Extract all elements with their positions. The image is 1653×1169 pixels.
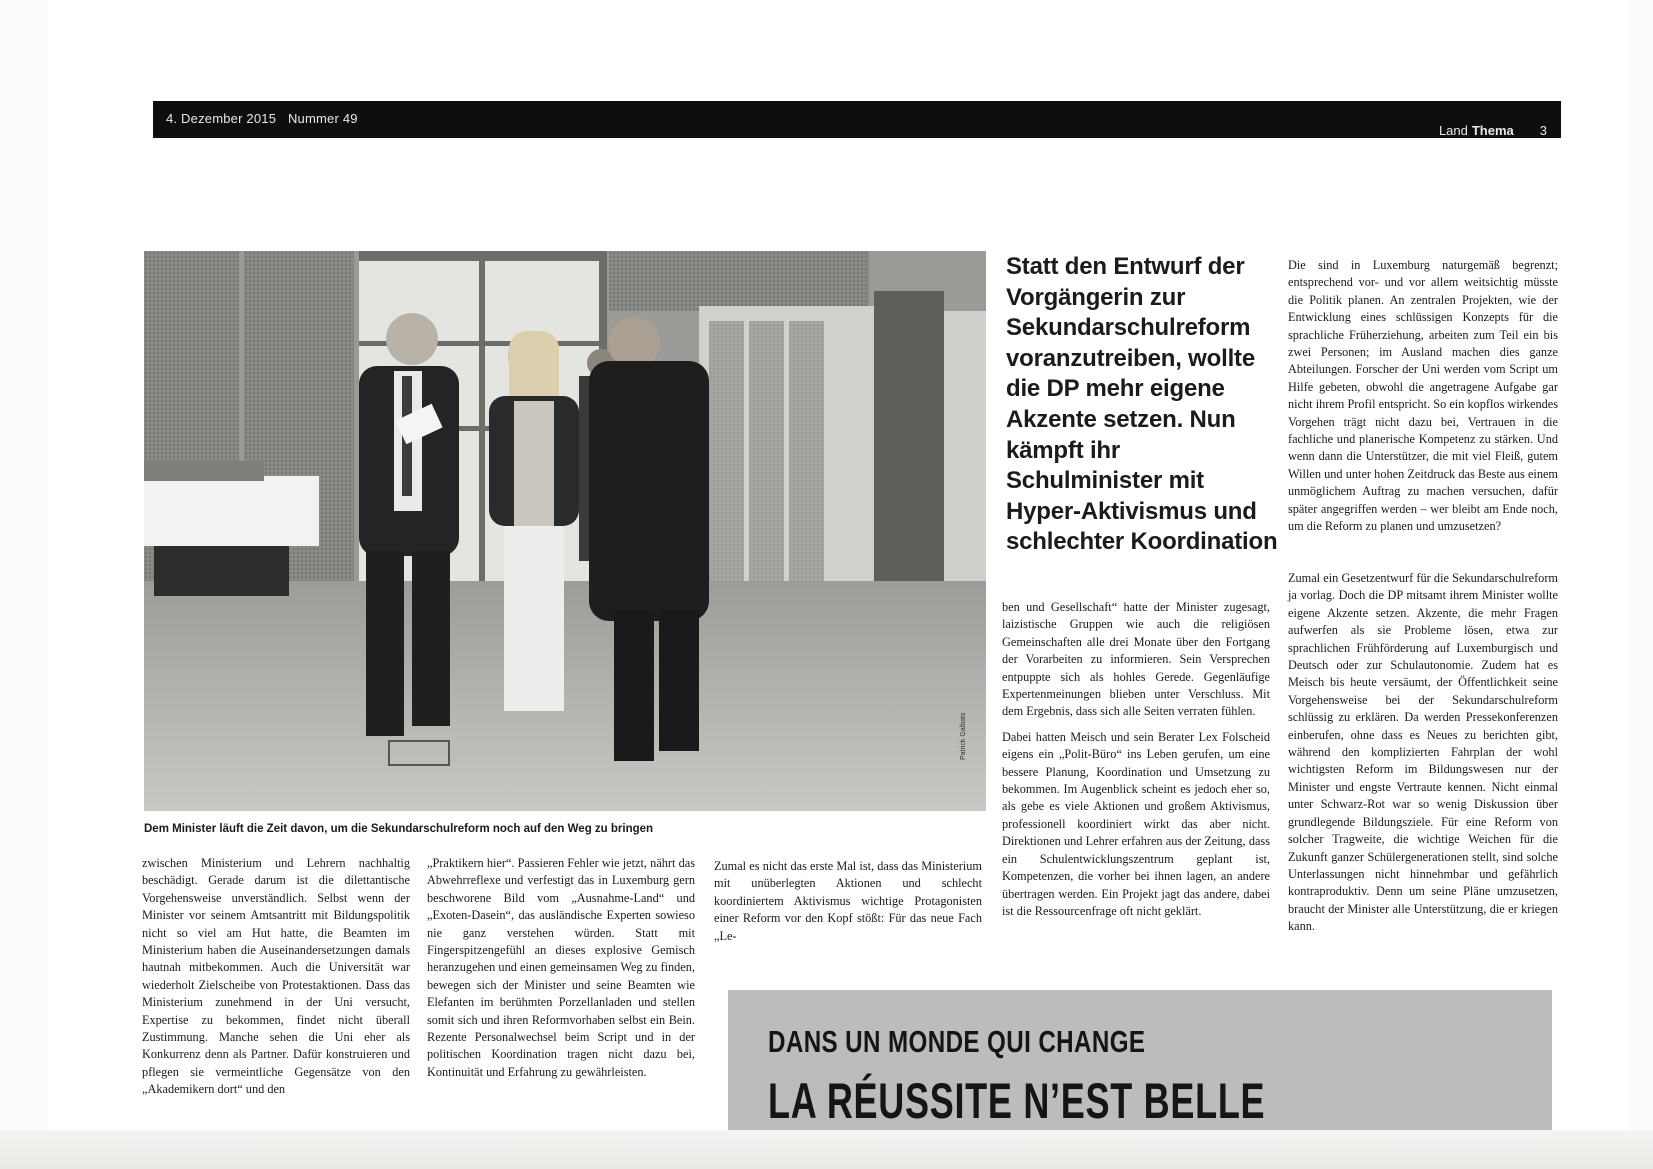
paragraph: zwischen Ministerium und Lehrern nachhaltig beschädigt. Gerade darum ist die dilettantische Vorgehensweise unverständlich. Selbst wenn der Minister vor seinem Amtsantritt mit Bildungspolitik nicht so viel am Hut hatte, die Beamten im Ministerium haben die Auseinandersetzungen damals hautnah mitbekommen. Auch die Universität war wiederholt Zielscheibe von Protestaktionen. Dass das Ministerium zunehmend in der Uni versucht, Expertise zu bekommen, findet nicht überall Zustimmung. Manche sehen die Uni eher als Konkurrenz denn als Partner. Dafür konstruieren und pflegen sie vermeintliche Gegensätze von den „Akademikern dort“ und den	[142, 856, 410, 1097]
issue-info	[166, 111, 366, 126]
paragraph: ben und Gesellschaft“ hatte der Minister zugesagt, laizistische Gruppen wie auch die religiösen Gemeinschaften alle drei Monate über den Fortgang der Vorarbeiten zu informieren. Sein Versprechen entpuppte sich als hohles Gerede. Gegenläufige Expertenmeinungen blieben unter Verschluss. Mit dem Ergebnis, dass sich alle Seiten verraten fühlen.	[1002, 600, 1270, 719]
text-column-2	[427, 855, 695, 1089]
photo-credit: Patrick Galbats	[960, 712, 967, 760]
section-info	[1439, 123, 1547, 138]
photo-illustration	[144, 251, 986, 811]
text-column-3	[714, 858, 982, 953]
paragraph: Zumal es nicht das erste Mal ist, dass das Ministerium mit unüberlegten Aktionen und schlecht koordiniertem Aktivismus wichtige Protagonisten einer Reform vor den Kopf stößt: Für das neue Fach „Le-	[714, 859, 982, 943]
text-column-4	[1002, 599, 1270, 928]
ad-slogan-line-1: DANS UN MONDE QUI CHANGE	[768, 1024, 1146, 1059]
text-column-5	[1288, 257, 1558, 544]
page-header-bar	[153, 101, 1561, 138]
scan-bottom-edge	[0, 1130, 1653, 1169]
page-number: 3	[1539, 123, 1547, 138]
section-topic: Thema	[1471, 123, 1514, 138]
paragraph: Zumal ein Gesetzentwurf für die Sekundarschulreform ja vorlag. Doch die DP mitsamt ihrem Minister wollte eigene Akzente setzen. Akzente, die mehr Fragen aufwerfen als sie Probleme lösen, etwa zur sprachlichen Frühförderung auf Luxemburgisch und Deutsch oder zur Schulautonomie. Zudem hat es Meisch bis heute versäumt, der Öffentlichkeit seine Vorgehensweise bei der Sekundarschulreform schlüssig zu erklären. Da werden Pressekonferenzen einberufen, ohne dass es Neues zu berichten gibt, während den komplizierten Fahrplan der wohl wichtigsten Reform im Bildungswesen nur der Minister und engste Vertraute kennen. Nicht einmal unter Schwarz-Rot war so wenig Diskussion über grundlegende Bildungsziele. Für eine Reform von solcher Tragweite, die wichtige Weichen für die Zukunft ganzer Schülergenerationen stellt, sind solche Unterlassungen nicht hinnehmbar und gefährlich kontraproduktiv. Denn um seine Pläne umzusetzen, braucht der Minister alle Unterstützung, die er kriegen kann.	[1288, 571, 1558, 934]
photo-caption: Dem Minister läuft die Zeit davon, um die Sekundarschulreform noch auf den Weg zu bringen	[144, 823, 654, 835]
issue-number: Nummer 49	[287, 111, 358, 126]
section-name: Land	[1438, 123, 1468, 138]
text-column-5-continued	[1288, 570, 1558, 944]
paragraph: „Praktikern hier“. Passieren Fehler wie jetzt, nährt das Abwehrreflexe und verfestigt das in Luxemburg gern beschworene Bild vom „Ausnahme-Land“ und „Exoten-Dasein“, das ausländische Experten sowieso nie ganz verstehen würden. Statt mit Fingerspitzengefühl an dieses explosive Gemisch heranzugehen und einen gemeinsamen Weg zu finden, bewegen sich der Minister und seine Beamten wie Elefanten im berühmten Porzellanladen und stellen somit sich und ihren Reformvorhaben selbst ein Bein. Rezente Personalwechsel beim Script und in der politischen Koordination tragen nicht dazu bei, Kontinuität und Erfahrung zu gewährleisten.	[427, 856, 695, 1079]
ad-slogan-line-2: LA RÉUSSITE N’EST BELLE	[768, 1073, 1266, 1129]
paragraph: Die sind in Luxemburg naturgemäß begrenzt; entsprechend vor- und vor allem weitsichtig müsste die Politik planen. An zentralen Projekten, wie der Entwicklung eines schlüssigen Konzepts für die sprachliche Früherziehung, arbeiten zum Teil ein bis zwei Personen; im Ausland machen dies ganze Abteilungen. Forscher der Uni werden vom Script um Hilfe gebeten, obwohl die angetragene Aufgabe gar nicht ihrem Profil entspricht. So ein kopflos wirkendes Vorgehen trägt nicht dazu bei, Vertrauen in die fachliche und planerische Kompetenz zu stärken. Und wenn dann die Unterstützer, die mit viel Fleiß, gutem Willen und unter hohen Zeitdruck das Beste aus einem unmöglichem Auftrag zu machen versuchen, dafür später angegriffen werden – wer bleibt am Ende noch, um die Reform zu planen und umzusetzen?	[1288, 258, 1558, 534]
article-headline: Statt den Entwurf der Vorgängerin zur Sekundarschulreform voranzutreiben, wollte die DP mehr eigene Akzente setzen. Nun kämpft ihr Schulminister mit Hyper-Aktivismus und schlechter Koordination	[1006, 253, 1278, 556]
text-column-1	[142, 855, 410, 1107]
issue-date: 4. Dezember 2015	[166, 111, 277, 126]
paragraph: Dabei hatten Meisch und sein Berater Lex Folscheid eigens ein „Polit-Büro“ ins Leben gerufen, um eine bessere Planung, Koordination und Umsetzung zu bekommen. Im Augenblick scheint es jedoch eher so, als gebe es viele Aktionen und großem Aktivismus, professionell koordiniert wirkt das aber nicht. Direktionen und Lehrer erfahren aus der Zeitung, dass ein Schulentwicklungszentrum geplant ist, Kompetenzen, die vorher bei ihnen lagen, an andere übertragen werden. Ein Projekt jagt das andere, dabei ist die Ressourcenfrage oft nicht geklärt.	[1002, 729, 1270, 918]
article-photo	[144, 251, 986, 811]
advertisement	[728, 990, 1552, 1136]
